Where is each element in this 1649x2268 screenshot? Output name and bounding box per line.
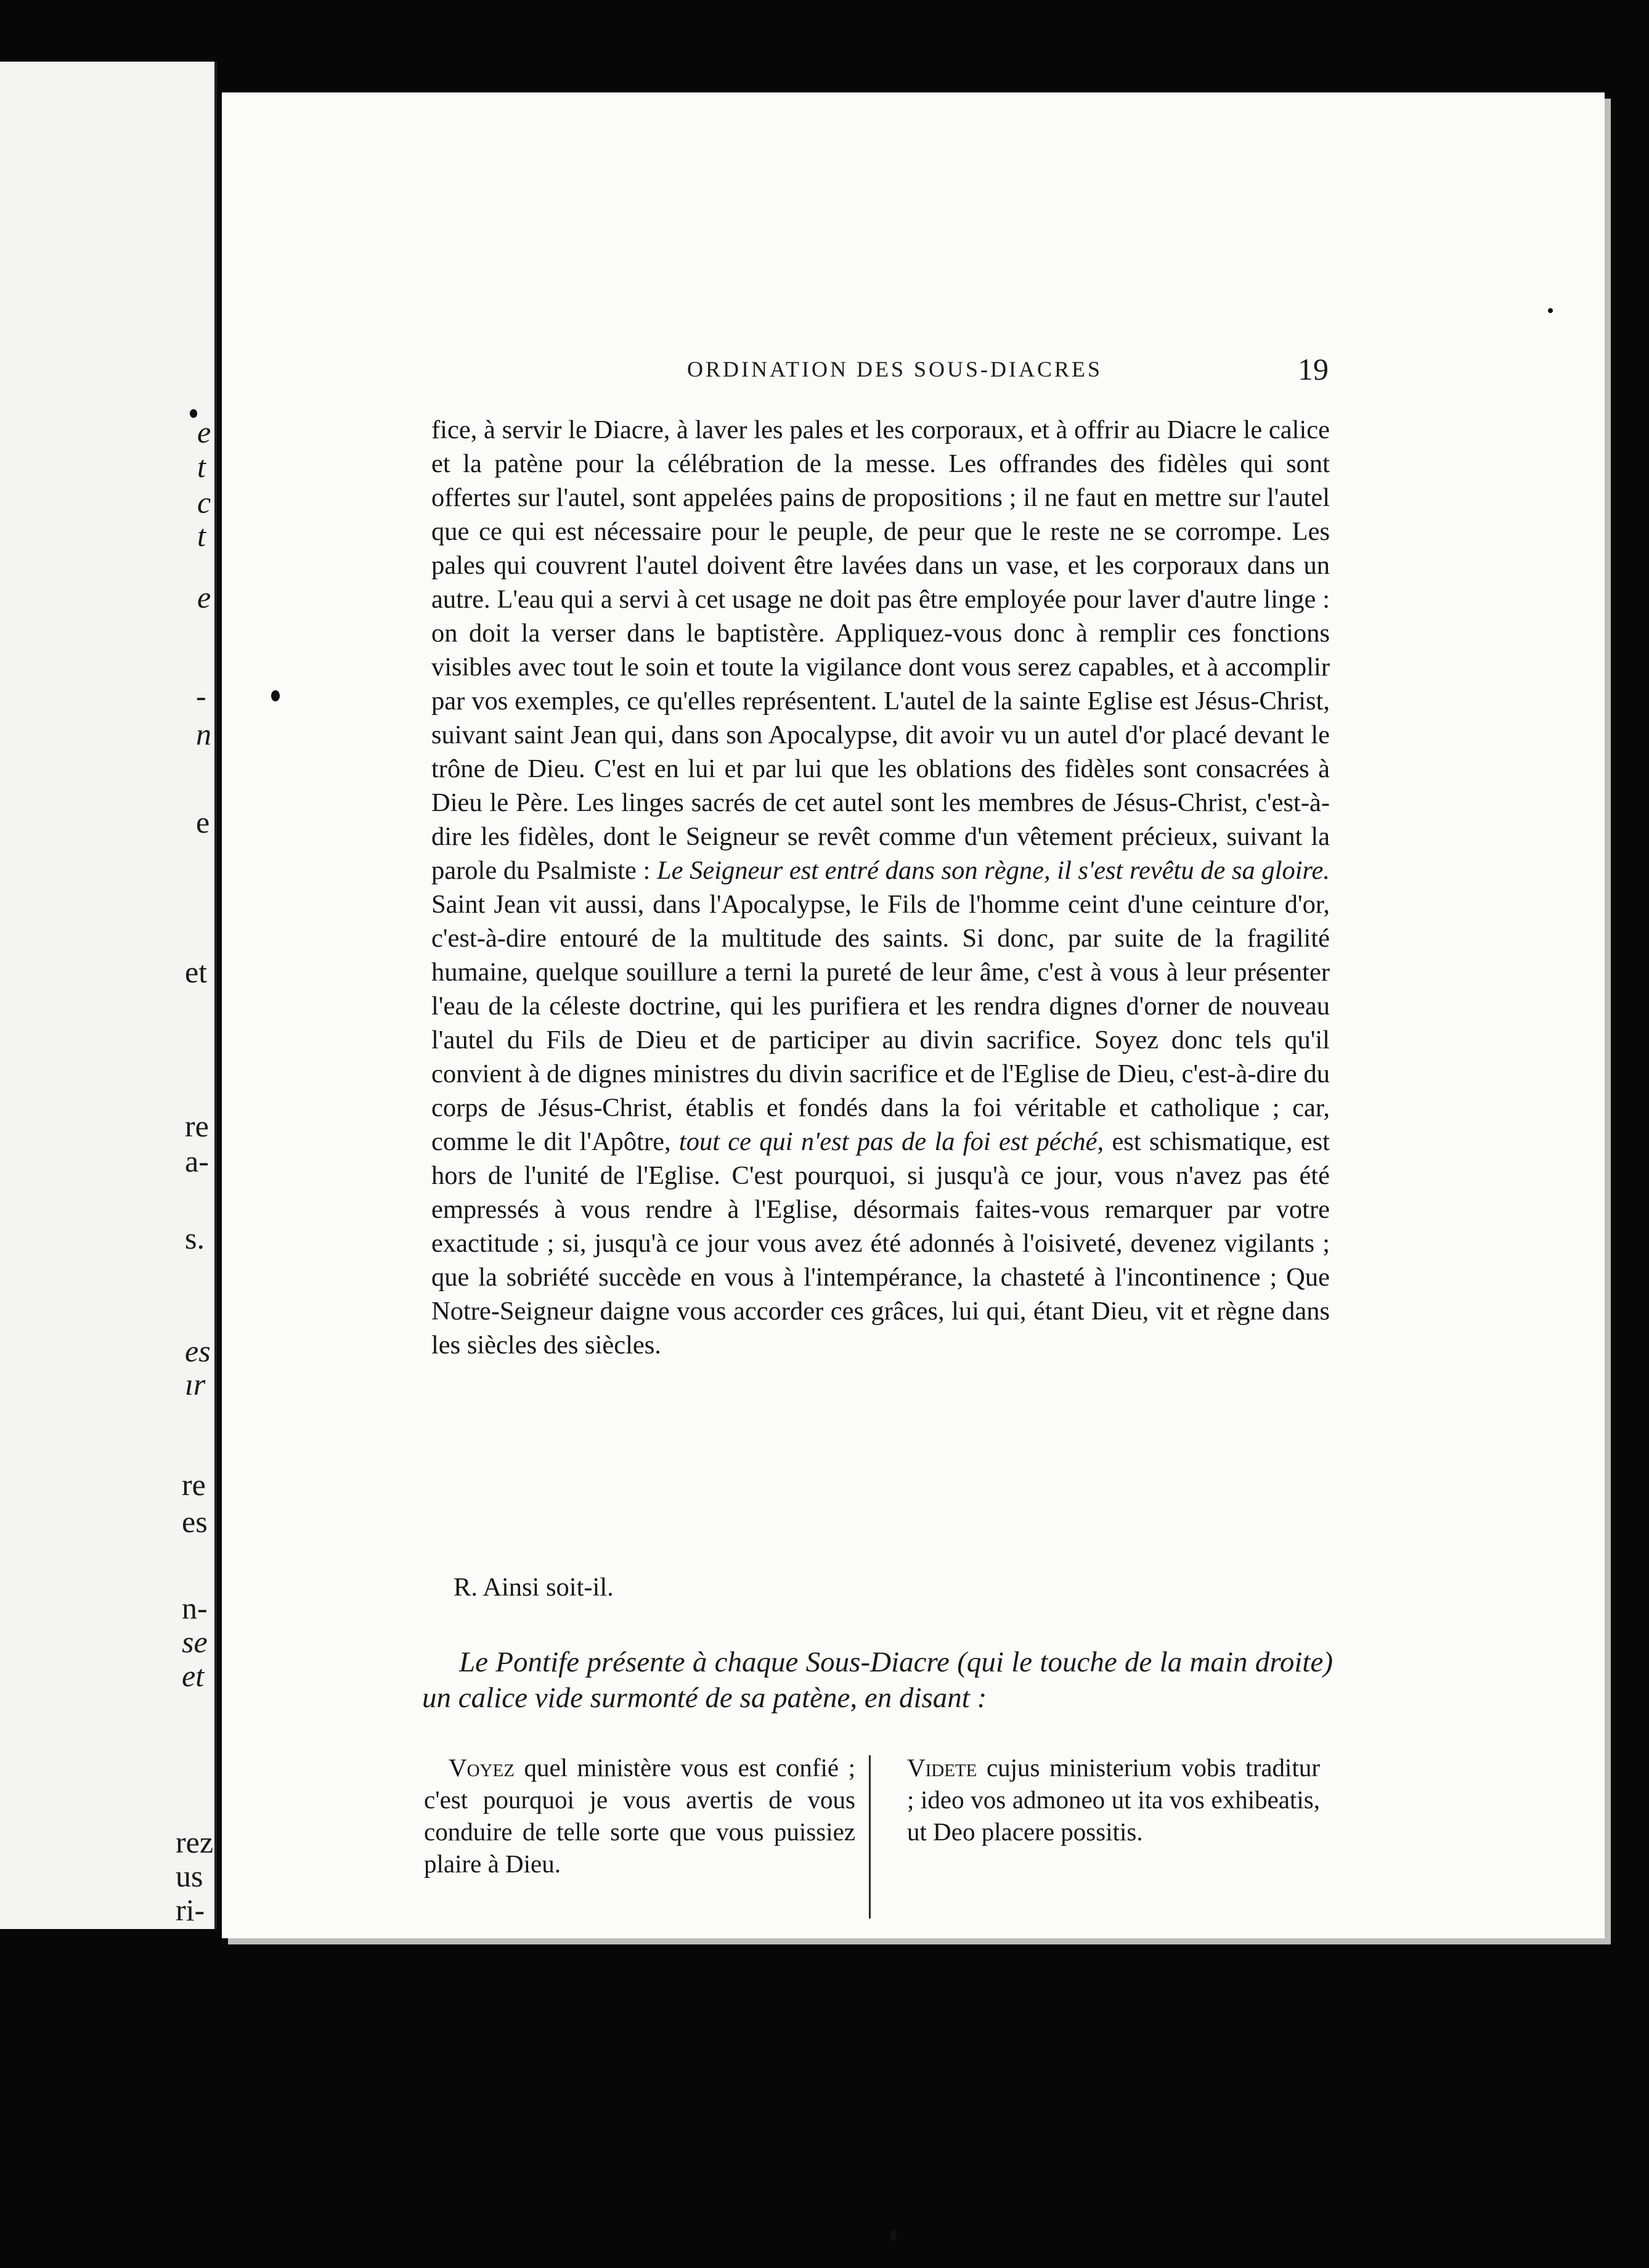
body-paragraph	[431, 413, 1330, 1362]
margin-fragment: s.	[185, 1221, 205, 1255]
margin-fragment: es	[185, 1334, 211, 1368]
margin-fragment: n-	[182, 1591, 208, 1625]
margin-fragment: -	[196, 679, 206, 713]
margin-fragment: ri-	[176, 1893, 205, 1927]
response-line: R. Ainsi soit-il.	[454, 1573, 614, 1602]
margin-fragment: et	[185, 955, 208, 989]
margin-fragment: e	[197, 580, 211, 614]
margin-fragment: et	[182, 1658, 205, 1693]
ink-speck	[271, 690, 280, 701]
latin-lead-word: Videte	[907, 1753, 977, 1782]
french-text: quel ministère vous est confié ; c'est pourquoi je vous avertis de vous conduire de telle sorte que vous puissiez plaire à Dieu.	[424, 1753, 855, 1878]
margin-fragment: ır	[185, 1367, 206, 1401]
margin-fragment: c	[197, 485, 211, 520]
margin-fragment: t	[197, 518, 206, 553]
ink-speck	[190, 409, 197, 418]
margin-fragment: re	[185, 1109, 209, 1143]
running-head: ORDINATION DES SOUS-DIACRES	[687, 357, 1103, 381]
latin-text: cujus ministerium vobis traditur ; ideo vos admoneo ut ita vos exhibeatis, ut Deo placere possitis.	[907, 1753, 1320, 1846]
margin-fragment: rez	[176, 1825, 214, 1859]
margin-fragment: es	[182, 1504, 208, 1539]
latin-column	[907, 1752, 1320, 1848]
body-text-part: est schismatique, est hors de l'unité de l'Eglise. C'est pourquoi, si jusqu'à ce jour, vous n'avez pas été empressés à vous rendre à l'Eglise, désormais faites-vous remarquer par votre exactitude ; si, jusqu'à ce jour vous avez été adonnés à l'oisiveté, devenez vigilants ; que la sobriété succède en vous à l'intempérance, la chasteté à l'incontinence ; Que Notre-Seigneur daigne vous accorder ces grâces, lui qui, étant Dieu, vit et règne dans les siècles des siècles.	[431, 1127, 1330, 1360]
margin-fragment: us	[176, 1859, 203, 1893]
margin-fragment: a-	[185, 1144, 209, 1178]
column-divider	[869, 1755, 871, 1919]
apostle-quote: tout ce qui n'est pas de la foi est péché,	[678, 1127, 1104, 1156]
french-lead-word: Voyez	[449, 1753, 515, 1782]
psalm-quote: Le Seigneur est entré dans son règne, il s'est revêtu de sa gloire.	[656, 856, 1330, 885]
facing-page-edge	[0, 62, 217, 1929]
body-text-part: fice, à servir le Diacre, à laver les pales et les corporaux, et à offrir au Diacre le calice et la patène pour la célébration de la messe. Les offrandes des fidèles qui sont offertes sur l'autel, sont appelées pains de propositions ; il ne faut en mettre sur l'autel que ce qui est nécessaire pour le peuple, de peur que le reste ne se corrompe. Les pales qui couvrent l'autel doivent être lavées dans un vase, et les corporaux dans un autre. L'eau qui a servi à cet usage ne doit pas être employée pour laver d'autre linge : on doit la verser dans le baptistère. Appliquez-vous donc à remplir ces fonctions visibles avec tout le soin et toute la vigilance dont vous serez capables, et à accomplir par vos exemples, ce qu'elles représentent. L'autel de la sainte Eglise est Jésus-Christ, suivant saint Jean qui, dans son Apocalypse, dit avoir vu un autel d'or placé devant le trône de Dieu. C'est en lui et par lui que les oblations des fidèles sont consacrées à Dieu le Père. Les linges sacrés de cet autel sont les membres de Jésus-Christ, c'est-à-dire les fidèles, dont le Seigneur se revêt comme d'un vêtement précieux, suivant la parole du Psalmiste :	[431, 415, 1330, 885]
margin-fragment: e	[197, 415, 211, 449]
margin-fragment: se	[182, 1625, 208, 1659]
french-column	[424, 1752, 855, 1880]
ink-speck	[890, 2230, 897, 2241]
ink-speck	[1548, 308, 1553, 313]
rubric: Le Pontife présente à chaque Sous-Diacre (qui le touche de la main droite) un calice vide surmonté de sa patène, en disant :	[422, 1646, 1333, 1714]
margin-fragment: re	[182, 1467, 206, 1502]
margin-fragment: t	[197, 449, 206, 484]
body-text-part: Saint Jean vit aussi, dans l'Apocalypse, le Fils de l'homme ceint d'une ceinture d'or, c'est-à-dire entouré de la multitude des saints. Si donc, par suite de la fragilité humaine, quelque souillure a terni la pureté de leur âme, c'est à vous à leur présenter l'eau de la céleste doctrine, qui les purifiera et les rendra dignes d'orner de nouveau l'autel du Fils de Dieu et de participer au divin sacrifice. Soyez donc tels qu'il convient à de dignes ministres du divin sacrifice et de l'Eglise de Dieu, c'est-à-dire du corps de Jésus-Christ, établis et fondés dans la foi véritable et catholique ; car, comme le dit l'Apôtre,	[431, 890, 1330, 1156]
page-number: 19	[1298, 352, 1329, 386]
margin-fragment: n	[196, 717, 211, 751]
margin-fragment: e	[196, 805, 210, 839]
